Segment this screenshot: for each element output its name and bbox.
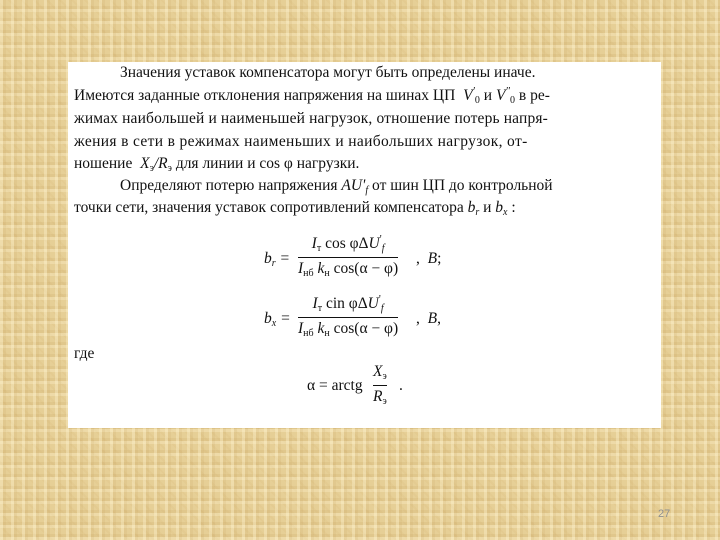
text: жимах наибольшей и наименьшей нагрузок, отношение потерь напря- <box>74 110 548 127</box>
text: и <box>483 87 493 104</box>
symbol-b-x: bx <box>495 199 508 218</box>
formula-alpha-denominator: Rэ <box>373 388 387 407</box>
text: жения в сети в режимах наименьших и наибольших нагрузок, от- <box>74 133 528 150</box>
paragraph-line-6 <box>120 175 553 199</box>
fraction-bar <box>373 385 387 386</box>
symbol-xr-ratio: Xэ/Rэ <box>136 155 172 174</box>
paragraph-line-3 <box>74 108 548 130</box>
formula-alpha-end: . <box>399 377 403 394</box>
formula-bx-denominator: Iнб kн cos(α − φ) <box>298 320 399 339</box>
symbol-b-r: br <box>467 199 480 218</box>
formula-alpha-lhs: α = arctg <box>307 377 363 394</box>
formula-alpha-fraction <box>373 362 387 409</box>
symbol-v0-prime: V'0 <box>459 85 480 106</box>
text: точки сети, значения уставок сопротивлений компенсатора <box>74 199 464 216</box>
formula-br-numerator: Iт cos φΔU'f <box>311 233 385 254</box>
formula-br-lhs: br = <box>264 250 290 269</box>
text: Значения уставок компенсатора могут быть определены иначе. <box>120 64 536 81</box>
where-label: где <box>74 345 95 362</box>
symbol-v0-double-prime: V"0 <box>495 85 516 106</box>
formula-bx-lhs: bx = <box>264 310 291 329</box>
page-number: 27 <box>658 508 671 520</box>
fraction-bar <box>298 257 398 258</box>
paragraph-line-2 <box>74 85 550 109</box>
text: от шин ЦП до контрольной <box>372 177 553 194</box>
text: Имеются заданные отклонения напряжения на шинах ЦП <box>74 87 456 104</box>
symbol-delta-u: AU'f <box>341 177 369 196</box>
formula-alpha-numerator: Xэ <box>373 363 387 382</box>
text: : <box>511 199 516 216</box>
formula-br-denominator: Iнб kн cos(α − φ) <box>298 260 399 279</box>
text: в ре- <box>518 87 550 104</box>
paragraph-line-7 <box>74 197 516 221</box>
text: Определяют потерю напряжения <box>120 177 338 194</box>
document-image <box>68 62 661 428</box>
fraction-bar <box>298 317 398 318</box>
formula-br-fraction <box>298 234 398 281</box>
paragraph-line-4 <box>74 131 528 153</box>
formula-bx-numerator: Iт cin φΔU'f <box>312 293 384 314</box>
paragraph-line-1 <box>120 62 535 84</box>
text: ношение <box>74 155 133 172</box>
paragraph-line-5 <box>74 153 359 177</box>
text: и <box>483 199 492 216</box>
text: для линии и cos φ нагрузки. <box>175 155 360 172</box>
formula-bx-fraction <box>298 294 398 341</box>
formula-br-unit: , В; <box>416 250 442 267</box>
formula-bx-unit: , В, <box>416 310 441 327</box>
